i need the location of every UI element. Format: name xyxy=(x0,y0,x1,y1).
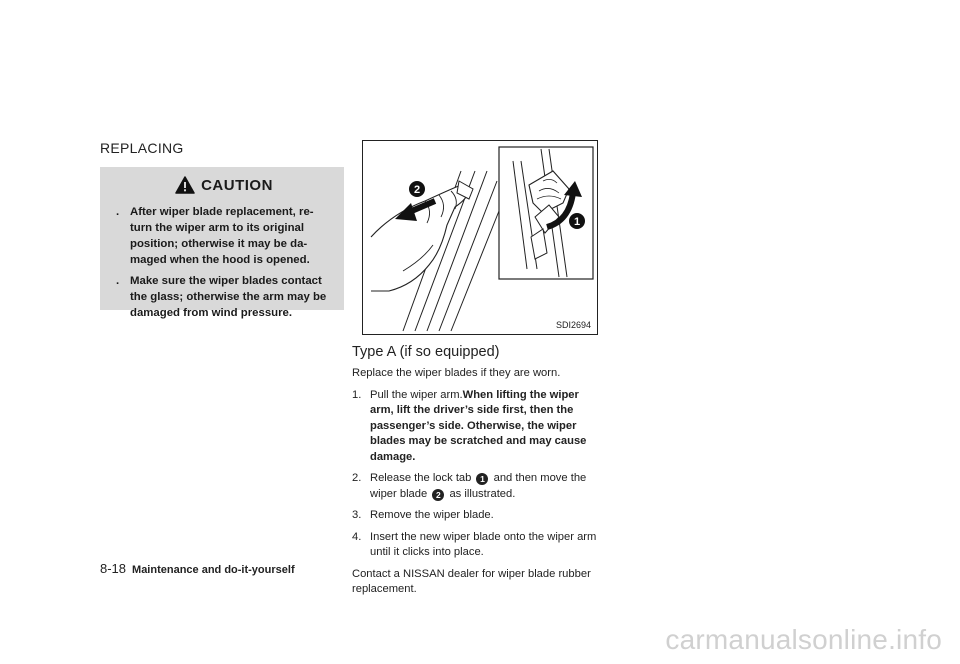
caution-item xyxy=(114,273,334,321)
step-warning-text: When lifting the wiper arm, lift the driver’s side first, then the passenger’s side. Otherwise, the wiper blades may be scratched and may cause damage. xyxy=(370,388,587,463)
wiper-illustration xyxy=(362,140,598,335)
caution-label: CAUTION xyxy=(201,176,273,194)
outro-text: Contact a NISSAN dealer for wiper blade rubber replacement. xyxy=(352,567,591,595)
step-item xyxy=(352,388,600,466)
caution-list xyxy=(114,204,334,321)
page-footer xyxy=(100,561,295,576)
chapter-title: Maintenance and do-it-yourself xyxy=(132,564,295,576)
step-text: and then move the wiper blade xyxy=(370,472,587,500)
section-title: REPLACING xyxy=(100,140,184,156)
callout-1-icon: 1 xyxy=(476,473,488,485)
step-text: Release the lock tab xyxy=(370,472,472,484)
bullet: . xyxy=(116,275,120,287)
caution-item-text: After wiper blade replacement, re-turn the wiper arm to its original position; otherwise it may be da-maged when the hood is opened. xyxy=(130,206,314,266)
caution-header xyxy=(114,176,334,194)
step-number: 3. xyxy=(352,509,362,521)
page-number: 8-18 xyxy=(100,561,127,576)
bullet: . xyxy=(116,206,120,218)
step-text: Pull the wiper arm. xyxy=(370,388,463,401)
wiper-drawing xyxy=(363,141,597,334)
step-text: Insert the new wiper blade onto the wiper arm until it clicks into place. xyxy=(370,530,597,558)
caution-box xyxy=(100,167,344,319)
intro-text: Replace the wiper blades if they are worn. xyxy=(352,367,561,379)
figure-code: SDI2694 xyxy=(555,320,591,330)
step-item xyxy=(352,508,600,524)
callout-2-label: 2 xyxy=(413,184,421,196)
watermark: carmanualsonline.info xyxy=(665,624,942,655)
callout-1-label: 1 xyxy=(573,216,581,228)
type-a-body xyxy=(352,366,600,604)
step-item xyxy=(352,471,600,502)
type-a-heading: Type A (if so equipped) xyxy=(352,344,500,360)
warning-icon xyxy=(175,176,195,194)
step-number: 4. xyxy=(352,530,362,543)
step-number: 1. xyxy=(352,388,362,401)
callout-2-icon: 2 xyxy=(432,489,444,501)
step-text: Remove the wiper blade. xyxy=(370,509,494,521)
step-item xyxy=(352,530,600,561)
step-text: as illustrated. xyxy=(449,487,516,500)
step-number: 2. xyxy=(352,472,362,484)
caution-item xyxy=(114,204,334,268)
step-list xyxy=(352,388,600,561)
caution-item-text: Make sure the wiper blades contact the glass; otherwise the arm may be damaged from wind pressure. xyxy=(130,275,327,319)
